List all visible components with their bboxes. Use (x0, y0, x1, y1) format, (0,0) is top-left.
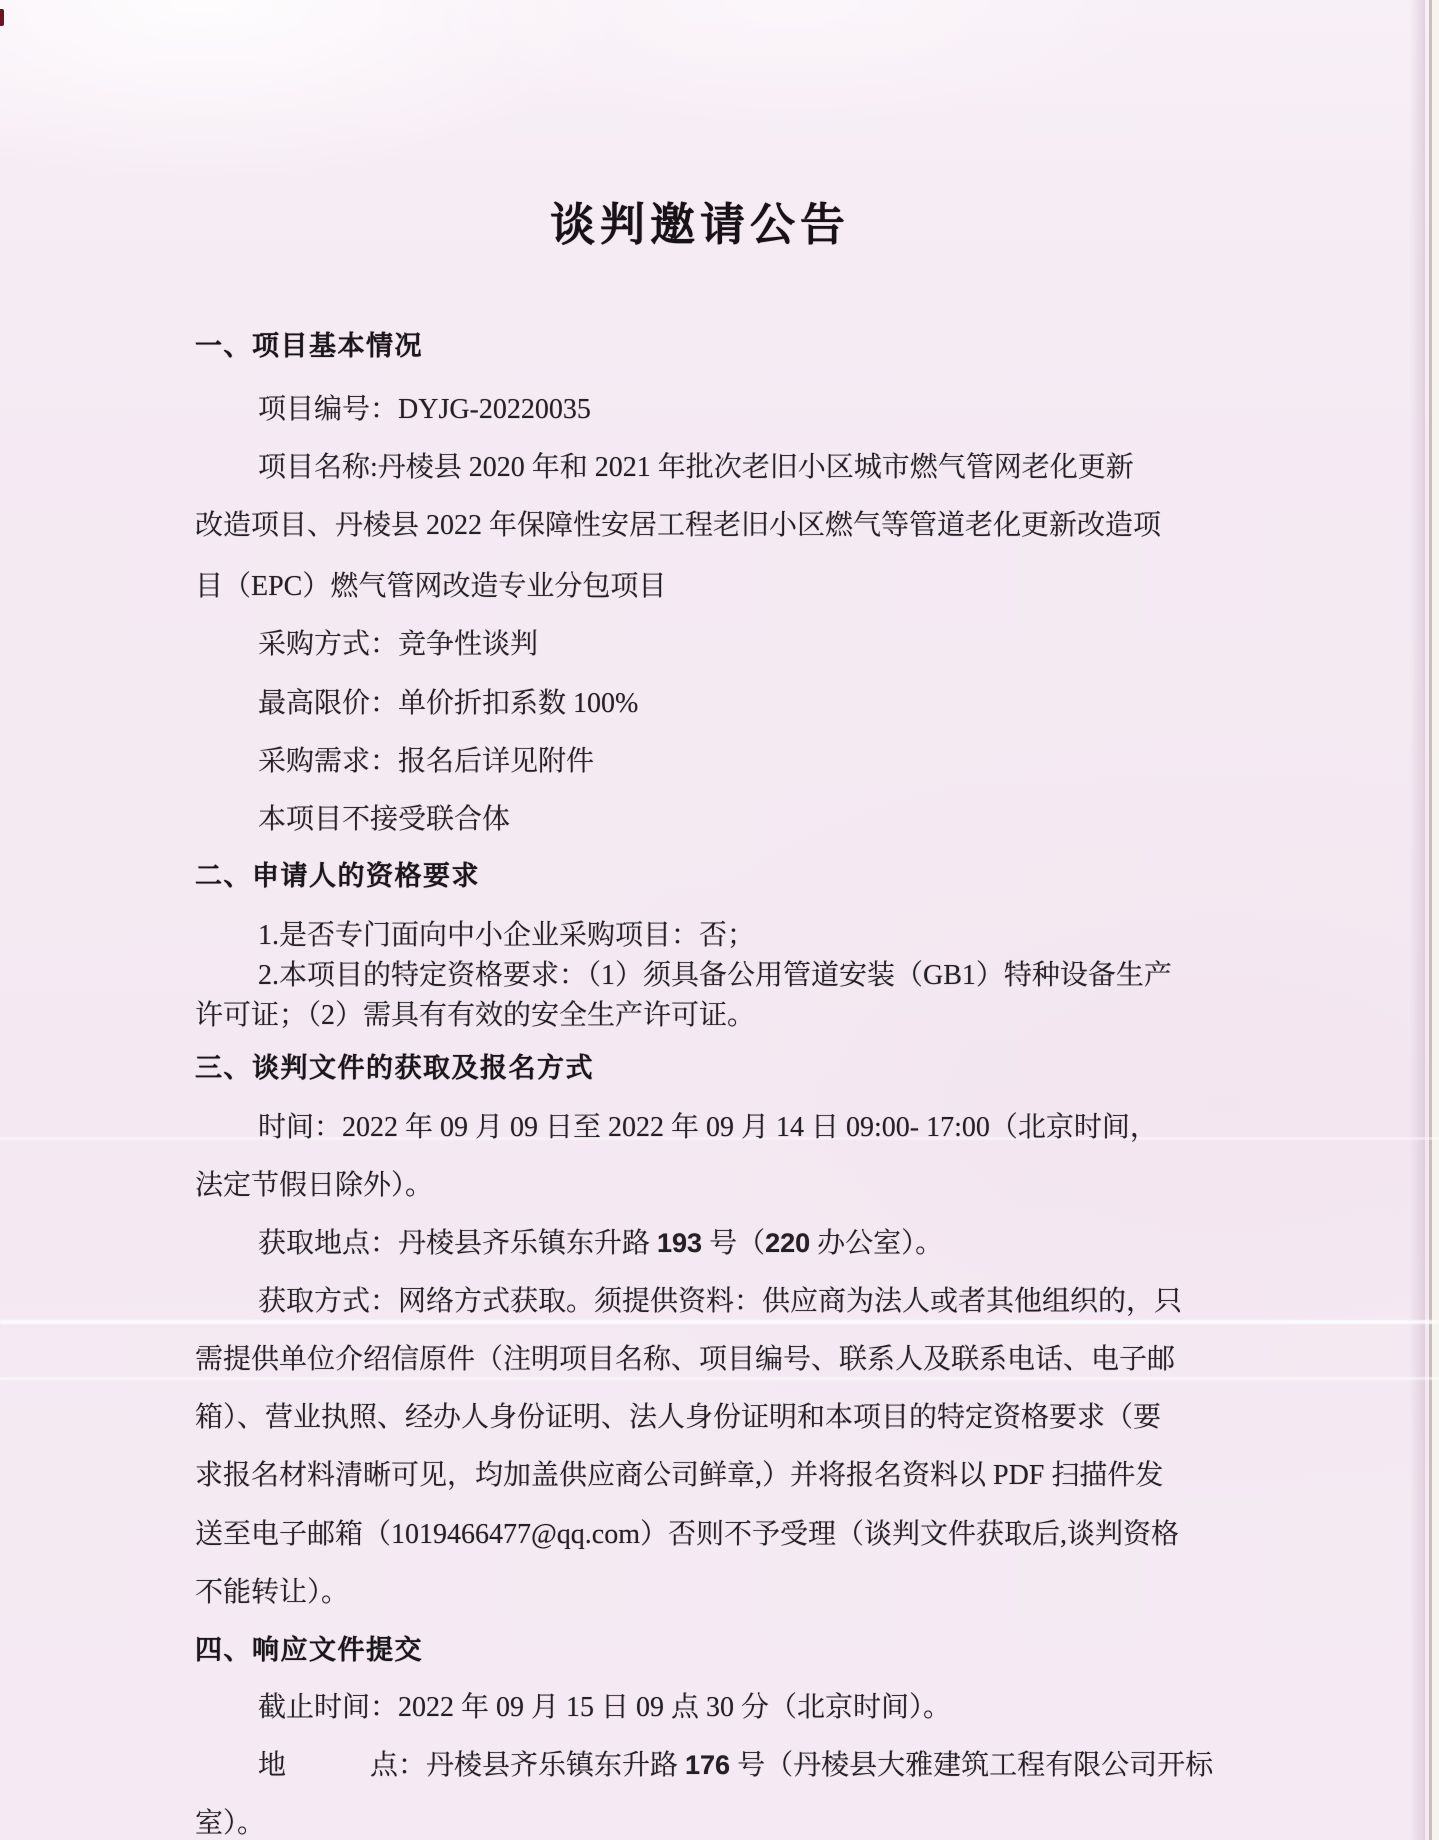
text-line (258, 1286, 1182, 1318)
text-run: 项目名称:丹棱县 2020 年和 2021 年批次老旧小区城市燃气管网老化更新 (258, 452, 1134, 483)
text-run: 室）。 (195, 1808, 266, 1839)
text-run: 需提供单位介绍信原件（注明项目名称、项目编号、联系人及联系电话、电子邮 (195, 1344, 1176, 1375)
section-heading (195, 1634, 423, 1667)
scan-streak (0, 1320, 1439, 1324)
text-line (195, 1460, 1163, 1492)
text-run: 许可证；（2）需具有有效的安全生产许可证。 (195, 1000, 756, 1031)
text-line (195, 1344, 1175, 1376)
text-line (195, 1402, 1161, 1434)
text-line (258, 452, 1134, 484)
text-run: 三、谈判文件的获取及报名方式 (195, 1053, 594, 1083)
text-run: 送至电子邮箱（1019466477@qq.com）否则不予受理（谈判文件获取后,谈判资格 (195, 1519, 1179, 1550)
section-heading (195, 1052, 594, 1085)
text-run: 不能转让）。 (195, 1577, 350, 1608)
document-title: 谈判邀请公告 (549, 199, 850, 250)
section-heading (195, 330, 423, 363)
scanner-background-strip (1432, 0, 1439, 1840)
text-line (195, 1808, 265, 1840)
ink-speck (0, 9, 4, 26)
text-run: 号（丹棱县大雅建筑工程有限公司开标 (730, 1750, 1214, 1781)
text-run: 本项目不接受联合体 (258, 804, 511, 835)
text-run: 获取地点：丹棱县齐乐镇东升路 (258, 1228, 658, 1259)
text-line (258, 746, 594, 778)
text-line (258, 394, 591, 426)
text-run: 地 点：丹棱县齐乐镇东升路 (258, 1750, 686, 1781)
text-line (195, 510, 1161, 542)
text-line (258, 1692, 951, 1724)
text-run: 二、申请人的资格要求 (195, 861, 480, 891)
text-run: 时间：2022 年 09 月 09 日至 2022 年 09 月 14 日 09:00- 17:00（北京时间， (258, 1112, 1158, 1143)
text-line (258, 1112, 1158, 1144)
text-run: 1.是否专门面向中小企业采购项目：否； (258, 920, 756, 951)
text-line (258, 804, 510, 836)
text-run: 截止时间：2022 年 09 月 15 日 09 点 30 分（北京时间）。 (258, 1692, 952, 1723)
text-line (258, 1228, 943, 1260)
text-run: 办公室）。 (810, 1228, 944, 1259)
text-line (258, 920, 755, 952)
text-run: 四、响应文件提交 (195, 1635, 423, 1665)
text-line (195, 571, 666, 603)
text-run: 193 (657, 1228, 703, 1258)
text-run: 项目编号：DYJG-20220035 (258, 394, 591, 425)
text-line (195, 1519, 1179, 1551)
text-line (258, 960, 1172, 992)
scan-streak (0, 1377, 1439, 1380)
text-run: 获取方式：网络方式获取。须提供资料：供应商为法人或者其他组织的，只 (258, 1286, 1183, 1317)
text-line (258, 1750, 1213, 1782)
text-run: 最高限价：单价折扣系数 100% (258, 688, 639, 719)
text-run: 2.本项目的特定资格要求：（1）须具备公用管道安装（GB1）特种设备生产 (258, 960, 1172, 991)
text-run: 号（ (702, 1228, 766, 1259)
text-run: 220 (765, 1228, 811, 1258)
text-line (195, 1577, 349, 1609)
text-run: 一、项目基本情况 (195, 331, 423, 361)
text-line (258, 688, 638, 720)
section-heading (195, 860, 480, 893)
text-line (195, 1170, 433, 1202)
text-run: 目（EPC）燃气管网改造专业分包项目 (195, 571, 667, 602)
text-run: 改造项目、丹棱县 2022 年保障性安居工程老旧小区燃气等管道老化更新改造项 (195, 510, 1162, 541)
text-run: 法定节假日除外）。 (195, 1170, 434, 1201)
text-run: 采购方式：竞争性谈判 (258, 629, 539, 660)
text-line (258, 629, 538, 661)
paper-edge-shadow (1409, 0, 1425, 1840)
text-run: 采购需求：报名后详见附件 (258, 746, 595, 777)
text-line (195, 1000, 755, 1032)
text-run: 176 (685, 1750, 731, 1780)
text-run: 求报名材料清晰可见，均加盖供应商公司鲜章,）并将报名资料以 PDF 扫描件发 (195, 1460, 1164, 1491)
text-run: 箱）、营业执照、经办人身份证明、法人身份证明和本项目的特定资格要求（要 (195, 1402, 1162, 1433)
